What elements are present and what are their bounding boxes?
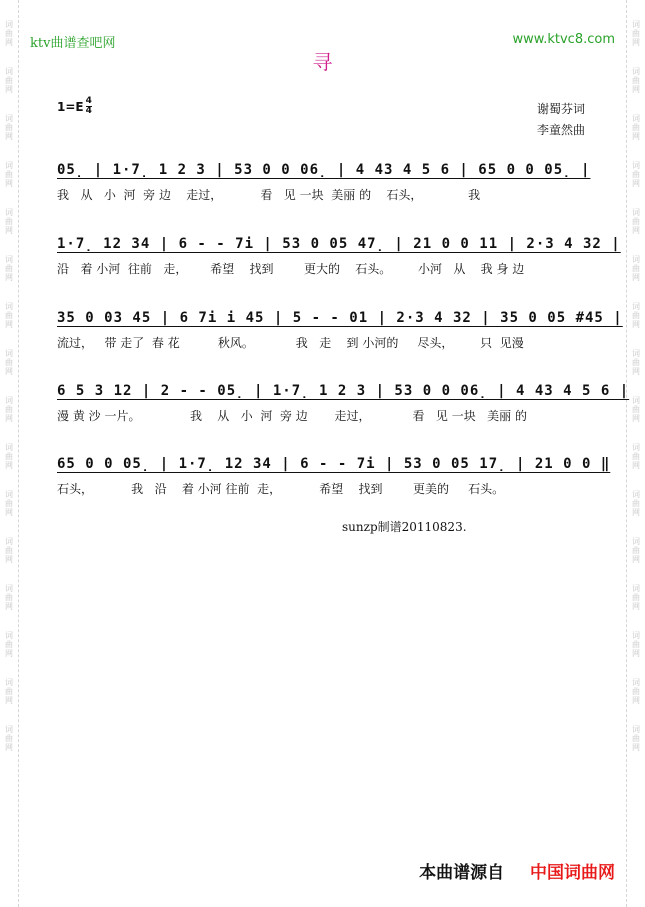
watermark-group: [632, 255, 640, 282]
watermark-group: [5, 490, 13, 517]
watermark-char: 词: [632, 67, 640, 76]
watermark-char: 曲: [5, 123, 13, 132]
watermark-char: 词: [632, 114, 640, 123]
lyrics: 我 从 小 河 旁 边 走过， 看 见 一块 美丽 的 石头， 我: [57, 188, 481, 202]
watermark-char: 曲: [632, 311, 640, 320]
watermark-char: 网: [5, 602, 13, 611]
watermark-char: 曲: [632, 593, 640, 602]
watermark-char: 曲: [5, 76, 13, 85]
notes: 6 5 3 12 | 2 - - 05̣ | 1·7̣ 1 2 3 | 53 0 0 06̣ | 4 43 4 5 6 |: [57, 383, 630, 399]
watermark-char: 曲: [5, 29, 13, 38]
watermark-char: 曲: [632, 546, 640, 555]
watermark-char: 网: [632, 273, 640, 282]
watermark-char: 网: [5, 85, 13, 94]
notes: 05̣ | 1·7̣ 1 2 3 | 53 0 0 06̣ | 4 43 4 5 6 | 65 0 0 05̣ |: [57, 162, 591, 178]
watermark-char: 网: [5, 461, 13, 470]
watermark-group: [5, 584, 13, 611]
watermark-group: [632, 631, 640, 658]
watermark-group: [5, 349, 13, 376]
watermark-group: [632, 584, 640, 611]
watermark-group: [5, 20, 13, 47]
watermark-char: 网: [5, 649, 13, 658]
watermark-char: 曲: [5, 452, 13, 461]
lyrics: 石头， 我 沿 着 小河 往前 走， 希望 找到 更美的 石头。: [57, 482, 505, 496]
watermark-char: 曲: [632, 499, 640, 508]
watermark-char: 网: [5, 696, 13, 705]
watermark-group: [5, 255, 13, 282]
watermark-char: 词: [5, 208, 13, 217]
watermark-char: 曲: [632, 405, 640, 414]
watermark-group: [5, 396, 13, 423]
footer-source-label: 本曲谱源自: [419, 863, 505, 883]
watermark-char: 曲: [632, 217, 640, 226]
left-watermark-strip: [0, 0, 19, 907]
watermark-char: 词: [5, 396, 13, 405]
watermark-char: 词: [632, 20, 640, 29]
notes: 35 0 03 45 | 6 7i i 45 | 5 - - 01 | 2·3 4 32 | 35 0 05 #45 |: [57, 310, 623, 326]
watermark-char: 词: [5, 302, 13, 311]
watermark-char: 曲: [5, 593, 13, 602]
watermark-char: 词: [632, 302, 640, 311]
watermark-char: 网: [5, 743, 13, 752]
watermark-char: 词: [632, 396, 640, 405]
song-title: 寻: [312, 50, 333, 74]
watermark-char: 词: [632, 678, 640, 687]
watermark-char: 词: [5, 490, 13, 499]
right-watermark-strip: [626, 0, 645, 907]
watermark-char: 网: [5, 508, 13, 517]
watermark-group: [5, 114, 13, 141]
watermark-char: 曲: [5, 687, 13, 696]
lyrics: 流过， 带 走了 春 花 秋风。 我 走 到 小河的 尽头， 只 见漫: [57, 336, 524, 350]
watermark-char: 网: [5, 132, 13, 141]
watermark-char: 曲: [632, 358, 640, 367]
watermark-char: 曲: [632, 687, 640, 696]
lyricist-credit: 谢蜀芬词: [536, 102, 585, 116]
watermark-char: 曲: [5, 264, 13, 273]
footer-source: [419, 858, 615, 883]
watermark-group: [632, 208, 640, 235]
watermark-char: 网: [5, 367, 13, 376]
watermark-char: 网: [632, 508, 640, 517]
lyrics: 沿 着 小河 往前 走， 希望 找到 更大的 石头。 小河 从 我 身 边: [57, 262, 525, 276]
key-signature: [57, 97, 92, 116]
watermark-char: 网: [632, 461, 640, 470]
watermark-char: 网: [632, 743, 640, 752]
watermark-char: 曲: [5, 311, 13, 320]
watermark-group: [632, 349, 640, 376]
watermark-group: [632, 20, 640, 47]
watermark-char: 曲: [5, 546, 13, 555]
watermark-char: 词: [5, 631, 13, 640]
watermark-char: 网: [632, 320, 640, 329]
watermark-char: 曲: [632, 640, 640, 649]
watermark-char: 词: [5, 725, 13, 734]
watermark-char: 网: [632, 367, 640, 376]
watermark-char: 曲: [5, 734, 13, 743]
watermark-char: 词: [5, 443, 13, 452]
watermark-char: 网: [5, 226, 13, 235]
watermark-char: 网: [632, 414, 640, 423]
watermark-char: 网: [632, 179, 640, 188]
watermark-char: 词: [5, 349, 13, 358]
watermark-group: [632, 161, 640, 188]
watermark-char: 曲: [632, 76, 640, 85]
watermark-char: 词: [632, 443, 640, 452]
watermark-char: 网: [632, 226, 640, 235]
watermark-char: 词: [632, 349, 640, 358]
watermark-char: 曲: [632, 452, 640, 461]
watermark-group: [632, 396, 640, 423]
watermark-char: 网: [632, 649, 640, 658]
watermark-char: 词: [632, 584, 640, 593]
header-site-url[interactable]: www.ktvc8.com: [512, 32, 615, 47]
watermark-char: 网: [5, 555, 13, 564]
watermark-char: 词: [5, 584, 13, 593]
watermark-char: 曲: [632, 123, 640, 132]
watermark-group: [5, 443, 13, 470]
watermark-char: 网: [5, 273, 13, 282]
watermark-char: 网: [632, 38, 640, 47]
notes: 65 0 0 05̣ | 1·7̣ 12 34 | 6 - - 7i | 53 0 05 17̣ | 21 0 0 ‖: [57, 456, 611, 472]
watermark-char: 网: [5, 179, 13, 188]
watermark-char: 词: [5, 20, 13, 29]
watermark-group: [632, 302, 640, 329]
watermark-char: 曲: [5, 499, 13, 508]
watermark-char: 曲: [632, 170, 640, 179]
watermark-group: [632, 490, 640, 517]
watermark-char: 曲: [632, 29, 640, 38]
watermark-char: 词: [5, 161, 13, 170]
watermark-char: 词: [5, 255, 13, 264]
watermark-char: 网: [632, 696, 640, 705]
watermark-char: 词: [5, 114, 13, 123]
watermark-char: 网: [632, 555, 640, 564]
watermark-char: 曲: [632, 264, 640, 273]
time-signature-top: 4: [85, 96, 92, 106]
watermark-char: 词: [632, 725, 640, 734]
watermark-char: 词: [632, 255, 640, 264]
watermark-char: 曲: [5, 217, 13, 226]
watermark-char: 曲: [5, 170, 13, 179]
time-signature-bottom: 4: [85, 106, 92, 116]
watermark-char: 网: [5, 414, 13, 423]
watermark-char: 词: [5, 67, 13, 76]
watermark-char: 网: [632, 132, 640, 141]
key-label: 1=E: [57, 99, 84, 114]
watermark-group: [5, 678, 13, 705]
watermark-group: [632, 678, 640, 705]
watermark-group: [5, 302, 13, 329]
time-signature: [86, 97, 92, 116]
watermark-group: [5, 537, 13, 564]
watermark-char: 曲: [5, 640, 13, 649]
watermark-char: 网: [5, 320, 13, 329]
watermark-group: [632, 443, 640, 470]
watermark-char: 词: [632, 161, 640, 170]
watermark-char: 曲: [5, 405, 13, 414]
watermark-char: 网: [632, 85, 640, 94]
watermark-char: 词: [632, 631, 640, 640]
watermark-char: 词: [5, 537, 13, 546]
watermark-char: 词: [632, 537, 640, 546]
lyrics: 漫 黄 沙 一片。 我 从 小 河 旁 边 走过， 看 见 一块 美丽 的: [57, 409, 527, 423]
transcriber-signature: sunzp制谱20110823.: [342, 520, 467, 534]
footer-site-link[interactable]: 中国词曲网: [530, 863, 615, 883]
watermark-group: [632, 114, 640, 141]
watermark-char: 词: [632, 208, 640, 217]
watermark-group: [632, 725, 640, 752]
watermark-group: [5, 631, 13, 658]
watermark-group: [632, 537, 640, 564]
watermark-group: [5, 161, 13, 188]
composer-credit: 李童然曲: [536, 123, 585, 137]
watermark-char: 词: [5, 678, 13, 687]
watermark-group: [5, 208, 13, 235]
watermark-char: 词: [632, 490, 640, 499]
watermark-group: [5, 725, 13, 752]
watermark-char: 曲: [632, 734, 640, 743]
watermark-char: 曲: [5, 358, 13, 367]
watermark-char: 网: [632, 602, 640, 611]
notes: 1·7̣ 12 34 | 6 - - 7i | 53 0 05 47̣ | 21 0 0 11 | 2·3 4 32 |: [57, 236, 621, 252]
watermark-char: 网: [5, 38, 13, 47]
header-site-name[interactable]: ktv曲谱查吧网: [30, 36, 116, 51]
